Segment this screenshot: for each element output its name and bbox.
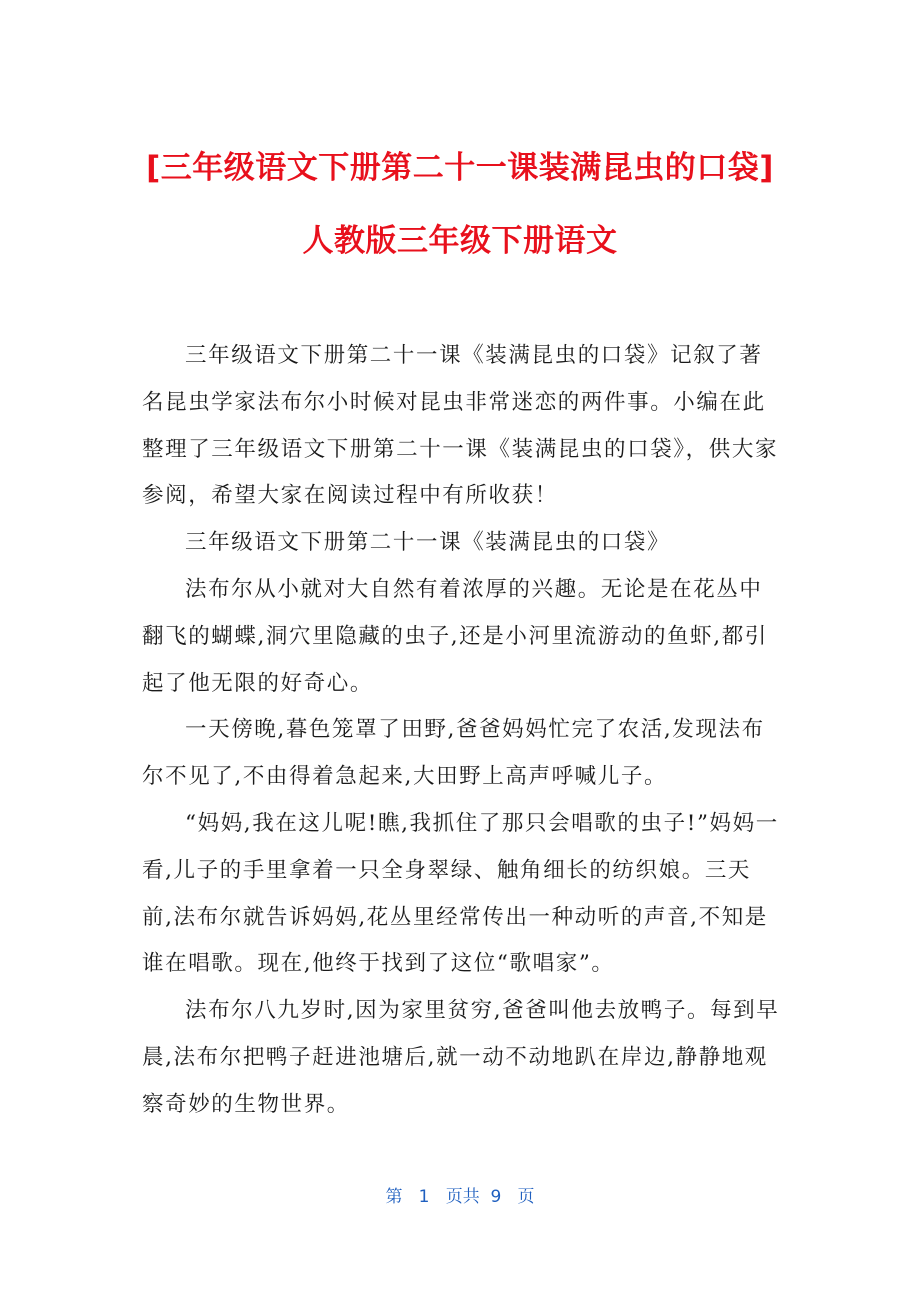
intro-paragraph: 三年级语文下册第二十一课《装满昆虫的口袋》记叙了著名昆虫学家法布尔小时候对昆虫非常迷恋的两件事。小编在此整理了三年级语文下册第二十一课《装满昆虫的口袋》，供大家参阅，希望大家在阅读过程中有所收获！ (142, 343, 779, 509)
document-title-line-1: [三年级语文下册第二十一课装满昆虫的口袋] (146, 150, 774, 186)
body-paragraph: 法布尔从小就对大自然有着浓厚的兴趣。无论是在花丛中翻飞的蝴蝶,洞穴里隐藏的虫子,还是小河里流游动的鱼虾,都引起了他无限的好奇心。 (142, 576, 768, 696)
body-paragraph: 法布尔八九岁时,因为家里贫穷,爸爸叫他去放鸭子。每到早晨,法布尔把鸭子赶进池塘后,就一动不动地趴在岸边,静静地观察奇妙的生物世界。 (142, 998, 780, 1117)
document-body (142, 333, 782, 1129)
body-paragraph: 一天傍晚,暮色笼罩了田野,爸爸妈妈忙完了农活,发现法布尔不见了,不由得着急起来,大田野上高声呼喊儿子。 (142, 717, 765, 790)
body-paragraph: “妈妈,我在这儿呢!瞧,我抓住了那只会唱歌的虫子!”妈妈一看,儿子的手里拿着一只全身翠绿、触角细长的纺织娘。三天前,法布尔就告诉妈妈,花丛里经常传出一种动听的声音,不知是谁在唱歌。现在,他终于找到了这位“歌唱家”。 (142, 810, 779, 977)
document-title-line-2: 人教版三年级下册语文 (302, 223, 618, 259)
page-footer: 第 1 页共 9 页 (385, 1187, 535, 1207)
lesson-heading-paragraph: 三年级语文下册第二十一课《装满昆虫的口袋》 (185, 530, 671, 556)
